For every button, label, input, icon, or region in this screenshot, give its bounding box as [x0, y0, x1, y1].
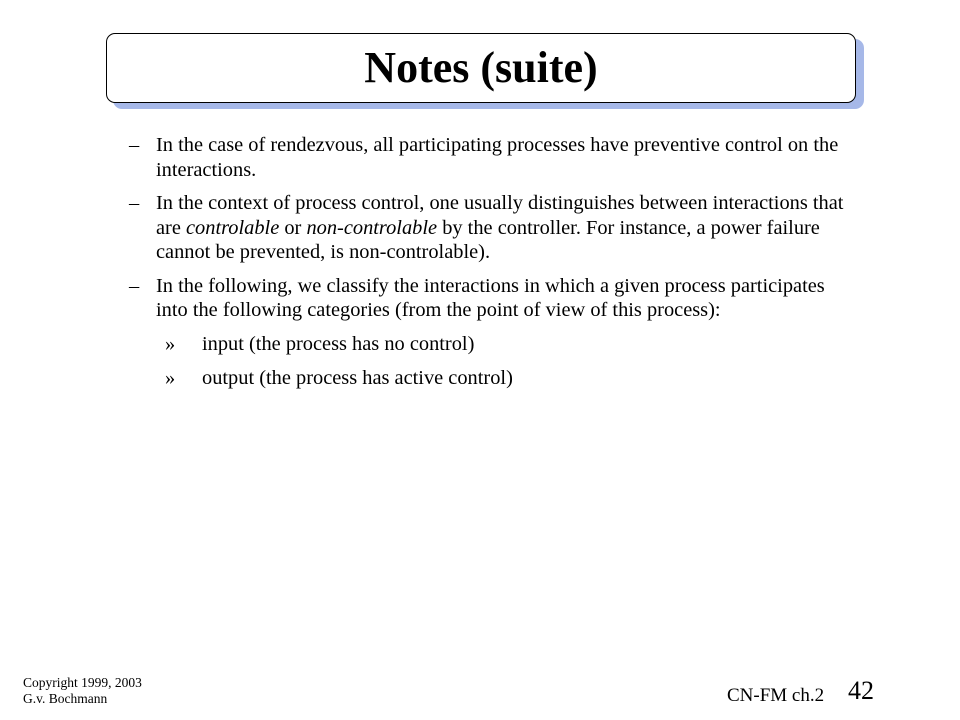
- chapter-label: CN-FM ch.2: [727, 685, 825, 706]
- bullet-text-segment: In the context of process control, one usually distinguishes between interactions that are: [156, 192, 844, 239]
- bullet-text: In the following, we classify the interactions in which a given process participates into the following categories (from the point of view of this process):: [156, 274, 825, 321]
- bullet-text-segment: by the controller. For instance, a power failure cannot be prevented, is non-controlable).: [156, 216, 820, 263]
- bullet-item: [129, 274, 849, 323]
- page-number: 42: [848, 676, 874, 705]
- copyright-line: Copyright 1999, 2003: [23, 675, 142, 690]
- dash-marker: –: [129, 274, 140, 297]
- bullet-item: [129, 133, 849, 182]
- page-title: Notes (suite): [364, 43, 598, 92]
- slide-content: [129, 133, 849, 401]
- bullet-text-segment: or: [279, 216, 307, 239]
- guillemet-marker: »: [165, 367, 176, 389]
- bullet-item: [129, 191, 849, 265]
- copyright-notice: [23, 675, 142, 706]
- sub-bullet-item: [129, 366, 849, 391]
- guillemet-marker: »: [165, 332, 176, 355]
- bullet-text: In the case of rendezvous, all participating processes have preventive control on the interactions.: [156, 134, 839, 181]
- italic-term: non-controlable: [306, 216, 438, 239]
- sub-bullet-item: [129, 332, 849, 357]
- sub-bullet-text: output (the process has active control): [202, 367, 513, 389]
- dash-marker: –: [129, 192, 140, 214]
- author-line: G.v. Bochmann: [23, 690, 108, 706]
- sub-bullet-text: input (the process has no control): [202, 332, 475, 355]
- title-box: [106, 33, 856, 103]
- dash-marker: –: [129, 134, 140, 156]
- italic-term: controlable: [186, 216, 280, 239]
